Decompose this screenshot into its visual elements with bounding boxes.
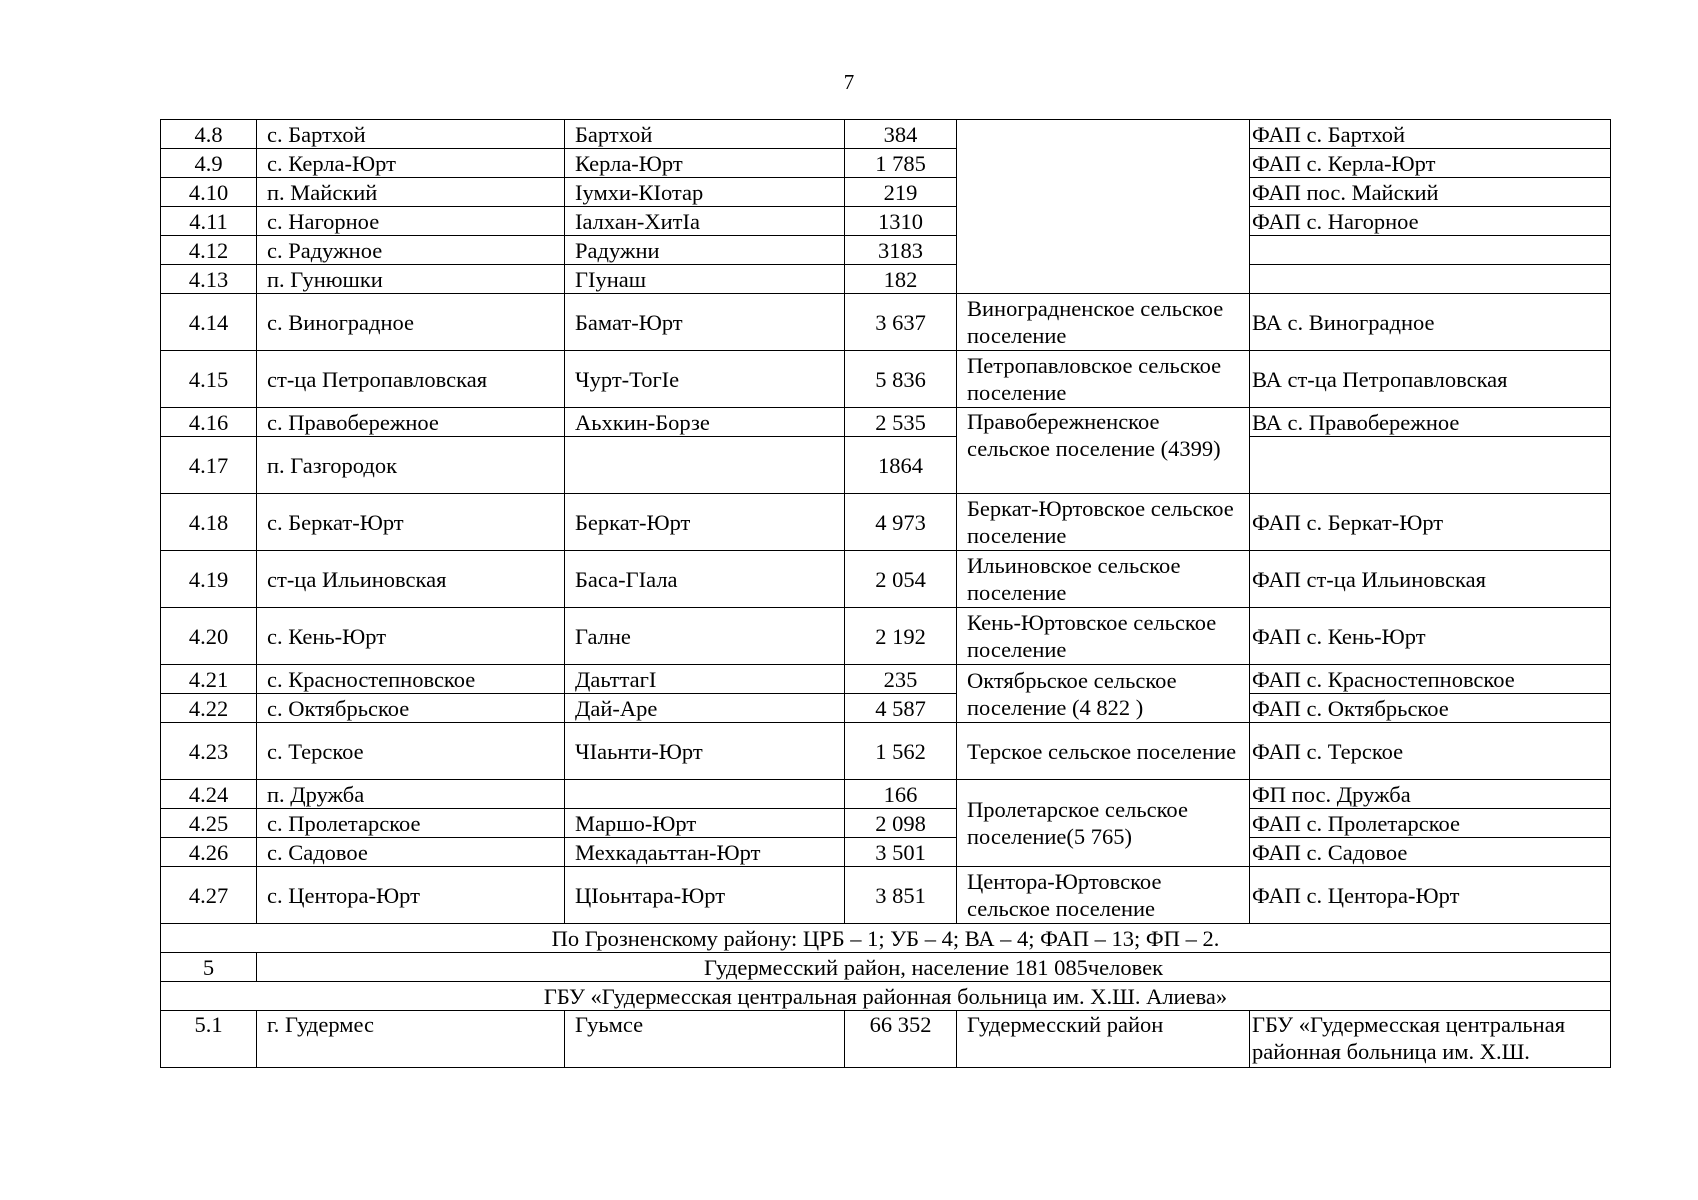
row-number: 4.13: [161, 265, 257, 294]
settlement: с. Нагорное: [257, 207, 565, 236]
population: 4 973: [845, 494, 957, 551]
table-row: [161, 809, 1611, 838]
settlement: с. Кень-Юрт: [257, 608, 565, 665]
population: 3 501: [845, 838, 957, 867]
facility: ФАП с. Центора-Юрт: [1250, 867, 1611, 924]
chechen-name: Бартхой: [565, 120, 845, 149]
facility: ФАП с. Беркат-Юрт: [1250, 494, 1611, 551]
facility: ВА с. Правобережное: [1250, 408, 1611, 437]
section-header-row: [161, 953, 1611, 982]
settlement: с. Центора-Юрт: [257, 867, 565, 924]
municipality: Петропавловское сельское поселение: [957, 351, 1250, 408]
settlement: п. Дружба: [257, 780, 565, 809]
facility: ФАП с. Красностепновское: [1250, 665, 1611, 694]
settlement: ст-ца Петропавловская: [257, 351, 565, 408]
chechen-name: Мехкадаьттан-Юрт: [565, 838, 845, 867]
facility: ФАП ст-ца Ильиновская: [1250, 551, 1611, 608]
facility: ВА ст-ца Петропавловская: [1250, 351, 1611, 408]
municipality: Кень-Юртовское сельское поселение: [957, 608, 1250, 665]
chechen-name: Бамат-Юрт: [565, 294, 845, 351]
settlement: с. Пролетарское: [257, 809, 565, 838]
population: 166: [845, 780, 957, 809]
table-row: [161, 294, 1611, 351]
population: 4 587: [845, 694, 957, 723]
row-number: 5.1: [161, 1011, 257, 1068]
facility: ФАП с. Терское: [1250, 723, 1611, 780]
settlement: с. Красностепновское: [257, 665, 565, 694]
table-row: [161, 867, 1611, 924]
population: 5 836: [845, 351, 957, 408]
municipality: Октябрьское сельское поселение (4 822 ): [957, 665, 1250, 723]
row-number: 4.11: [161, 207, 257, 236]
settlement: с. Октябрьское: [257, 694, 565, 723]
hospital-header-row: [161, 982, 1611, 1011]
row-number: 4.9: [161, 149, 257, 178]
municipality: Беркат-Юртовское сельское поселение: [957, 494, 1250, 551]
table-row: [161, 351, 1611, 408]
chechen-name: Галне: [565, 608, 845, 665]
table-row: [161, 665, 1611, 694]
facility: ФАП с. Керла-Юрт: [1250, 149, 1611, 178]
municipality: Гудермесский район: [957, 1011, 1250, 1068]
chechen-name: Беркат-Юрт: [565, 494, 845, 551]
table-row: [161, 149, 1611, 178]
settlement: с. Керла-Юрт: [257, 149, 565, 178]
table-row: [161, 780, 1611, 809]
row-number: 4.19: [161, 551, 257, 608]
row-number: 4.15: [161, 351, 257, 408]
facility: [1250, 265, 1611, 294]
facility: ФАП с. Кень-Юрт: [1250, 608, 1611, 665]
population: 3 851: [845, 867, 957, 924]
row-number: 4.14: [161, 294, 257, 351]
row-number: 4.23: [161, 723, 257, 780]
row-number: 4.18: [161, 494, 257, 551]
table-row: [161, 236, 1611, 265]
page-number: 7: [843, 70, 855, 94]
row-number: 4.20: [161, 608, 257, 665]
population: 384: [845, 120, 957, 149]
row-number: 4.27: [161, 867, 257, 924]
facility: ФАП с. Нагорное: [1250, 207, 1611, 236]
settlement: с. Правобережное: [257, 408, 565, 437]
row-number: 4.21: [161, 665, 257, 694]
population: 3183: [845, 236, 957, 265]
row-number: 4.17: [161, 437, 257, 494]
population: 235: [845, 665, 957, 694]
row-number: 4.8: [161, 120, 257, 149]
population: 3 637: [845, 294, 957, 351]
population: 1310: [845, 207, 957, 236]
settlement: с. Садовое: [257, 838, 565, 867]
settlement: п. Газгородок: [257, 437, 565, 494]
facility: ВА с. Виноградное: [1250, 294, 1611, 351]
settlement: с. Виноградное: [257, 294, 565, 351]
chechen-name: Iумхи-КIотар: [565, 178, 845, 207]
district-summary: По Грозненскому району: ЦРБ – 1; УБ – 4; ВА – 4; ФАП – 13; ФП – 2.: [161, 924, 1611, 953]
chechen-name: [565, 780, 845, 809]
municipality: Ильиновское сельское поселение: [957, 551, 1250, 608]
table-row: [161, 207, 1611, 236]
chechen-name: Дай-Аре: [565, 694, 845, 723]
population: 66 352: [845, 1011, 957, 1068]
chechen-name: Чурт-ТогIе: [565, 351, 845, 408]
table-row: [161, 494, 1611, 551]
population: 1864: [845, 437, 957, 494]
chechen-name: Баса-ГIала: [565, 551, 845, 608]
chechen-name: Радужни: [565, 236, 845, 265]
settlement: г. Гудермес: [257, 1011, 565, 1068]
row-number: 4.10: [161, 178, 257, 207]
population: 2 535: [845, 408, 957, 437]
table-row: [161, 437, 1611, 494]
facilities-table: [160, 119, 1611, 1068]
facility: [1250, 236, 1611, 265]
settlement: п. Гунюшки: [257, 265, 565, 294]
row-number: 4.25: [161, 809, 257, 838]
table-row: [161, 608, 1611, 665]
chechen-name: Маршо-Юрт: [565, 809, 845, 838]
hospital-title: ГБУ «Гудермесская центральная районная больница им. Х.Ш. Алиева»: [161, 982, 1611, 1011]
table-row: [161, 838, 1611, 867]
population: 182: [845, 265, 957, 294]
row-number: 4.26: [161, 838, 257, 867]
settlement: с. Терское: [257, 723, 565, 780]
table-row: [161, 723, 1611, 780]
facility: ФАП с. Бартхой: [1250, 120, 1611, 149]
municipality: Пролетарское сельское поселение(5 765): [957, 780, 1250, 867]
settlement: п. Майский: [257, 178, 565, 207]
chechen-name: ЧIаьнти-Юрт: [565, 723, 845, 780]
section-title: Гудермесский район, население 181 085человек: [257, 953, 1611, 982]
chechen-name: [565, 437, 845, 494]
facility: [1250, 437, 1611, 494]
row-number: 4.12: [161, 236, 257, 265]
municipality: Центора-Юртовское сельское поселение: [957, 867, 1250, 924]
chechen-name: ДаьттагI: [565, 665, 845, 694]
facility: ФАП пос. Майский: [1250, 178, 1611, 207]
settlement: с. Радужное: [257, 236, 565, 265]
population: 2 192: [845, 608, 957, 665]
chechen-name: Гуьмсе: [565, 1011, 845, 1068]
chechen-name: ГIунаш: [565, 265, 845, 294]
table-row: [161, 1011, 1611, 1068]
municipality: Терское сельское поселение: [957, 723, 1250, 780]
settlement: с. Бартхой: [257, 120, 565, 149]
facility: ГБУ «Гудермесская центральная районная больница им. Х.Ш.: [1250, 1011, 1611, 1068]
table-row: [161, 178, 1611, 207]
row-number: 4.16: [161, 408, 257, 437]
row-number: 4.24: [161, 780, 257, 809]
table-row: [161, 265, 1611, 294]
municipality: Правобережненское сельское поселение (4399): [957, 408, 1250, 494]
municipality: Виноградненское сельское поселение: [957, 294, 1250, 351]
facility: ФП пос. Дружба: [1250, 780, 1611, 809]
row-number: 4.22: [161, 694, 257, 723]
section-number: 5: [161, 953, 257, 982]
population: 1 785: [845, 149, 957, 178]
facility: ФАП с. Садовое: [1250, 838, 1611, 867]
population: 1 562: [845, 723, 957, 780]
chechen-name: Керла-Юрт: [565, 149, 845, 178]
chechen-name: Iалхан-ХитIа: [565, 207, 845, 236]
chechen-name: ЦIоьнтара-Юрт: [565, 867, 845, 924]
district-summary-row: [161, 924, 1611, 953]
population: 2 098: [845, 809, 957, 838]
municipality-empty: [957, 120, 1250, 294]
population: 2 054: [845, 551, 957, 608]
settlement: с. Беркат-Юрт: [257, 494, 565, 551]
table-row: [161, 551, 1611, 608]
population: 219: [845, 178, 957, 207]
facility: ФАП с. Октябрьское: [1250, 694, 1611, 723]
chechen-name: Аьхкин-Борзе: [565, 408, 845, 437]
table-row: [161, 120, 1611, 149]
table-row: [161, 694, 1611, 723]
settlement: ст-ца Ильиновская: [257, 551, 565, 608]
table-row: [161, 408, 1611, 437]
facility: ФАП с. Пролетарское: [1250, 809, 1611, 838]
